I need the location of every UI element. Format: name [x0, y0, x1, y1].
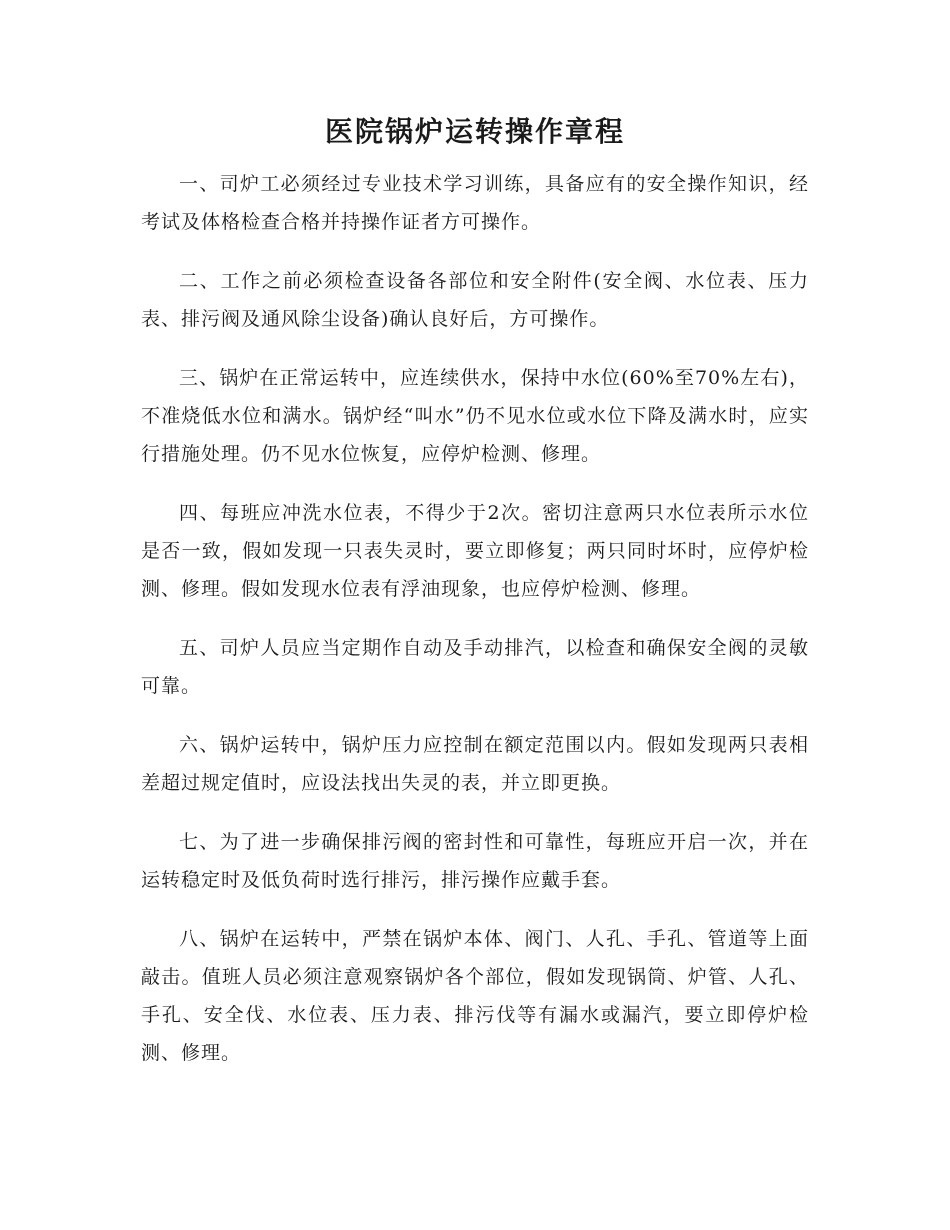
paragraph-8: 八、锅炉在运转中，严禁在锅炉本体、阀门、人孔、手孔、管道等上面敲击。值班人员必须注意观察锅炉各个部位，假如发现锅筒、炉管、人孔、手孔、安全伐、水位表、压力表、排污伐等有漏水或漏汽，要立即停炉检测、修理。 — [141, 928, 809, 1064]
paragraph-1: 一、司炉工必须经过专业技术学习训练，具备应有的安全操作知识，经考试及体格检查合格并持操作证者方可操作。 — [141, 173, 809, 233]
document-body — [141, 165, 809, 1093]
paragraph-2: 二、工作之前必须检查设备各部位和安全附件(安全阀、水位表、压力表、排污阀及通风除尘设备)确认良好后，方可操作。 — [141, 270, 809, 330]
paragraph-5: 五、司炉人员应当定期作自动及手动排汽，以检查和确保安全阀的灵敏可靠。 — [141, 637, 809, 697]
paragraph-4: 四、每班应冲洗水位表，不得少于2次。密切注意两只水位表所示水位是否一致，假如发现一只表失灵时，要立即修复；两只同时坏时，应停炉检测、修理。假如发现水位表有浮油现象，也应停炉检测、修理。 — [141, 502, 809, 600]
paragraph-3: 三、锅炉在正常运转中，应连续供水，保持中水位(60%至70%左右)，不准烧低水位和满水。锅炉经“叫水”仍不见水位或水位下降及满水时，应实行措施处理。仍不见水位恢复，应停炉检测、修理。 — [141, 367, 809, 465]
paragraph-7: 七、为了进一步确保排污阀的密封性和可靠性，每班应开启一次，并在运转稳定时及低负荷时选行排污，排污操作应戴手套。 — [141, 831, 809, 891]
paragraph-6: 六、锅炉运转中，锅炉压力应控制在额定范围以内。假如发现两只表相差超过规定值时，应设法找出失灵的表，并立即更换。 — [141, 734, 809, 794]
document-title: 医院锅炉运转操作章程 — [324, 115, 625, 148]
